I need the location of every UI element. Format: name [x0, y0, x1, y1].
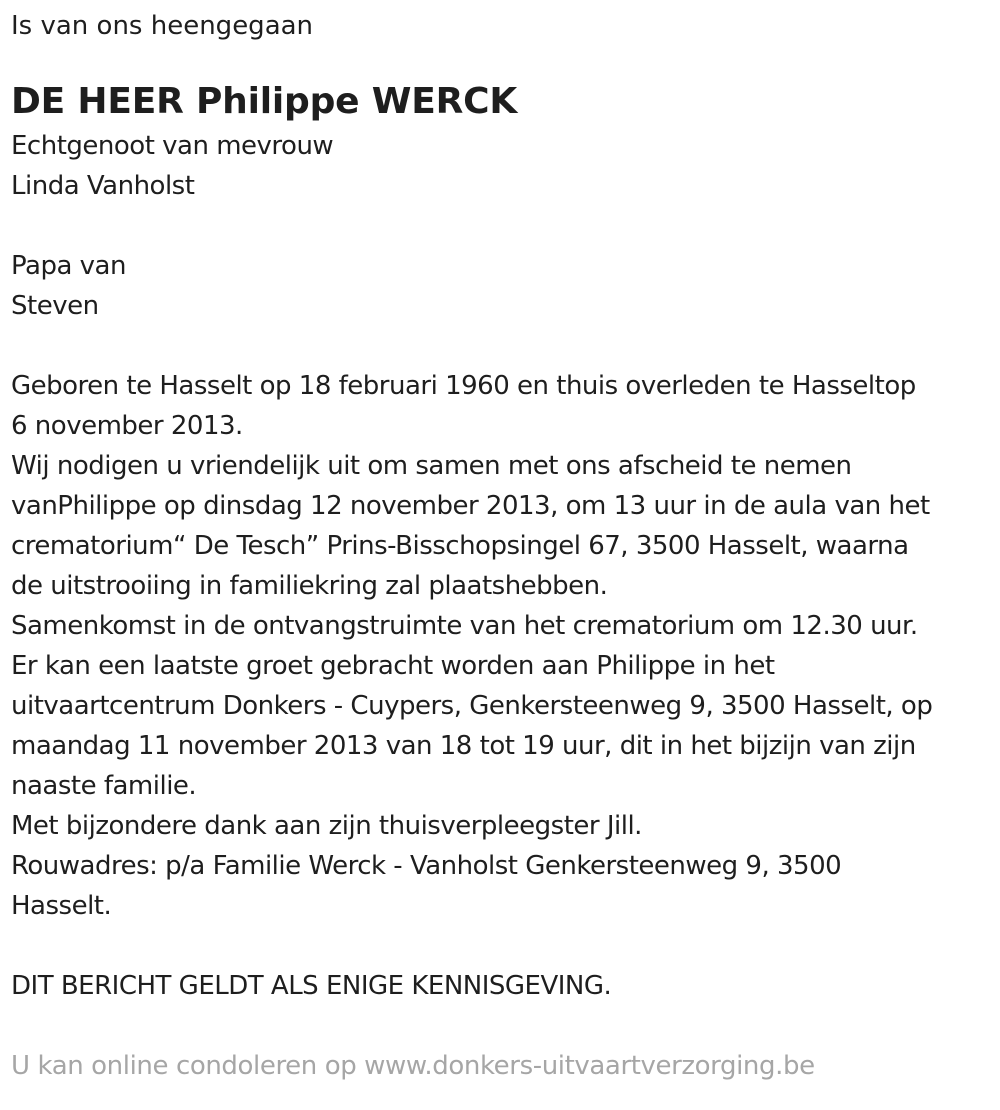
- body-line: naaste familie.: [11, 771, 197, 801]
- closing-statement: [11, 966, 989, 1006]
- body-line: Hasselt.: [11, 891, 112, 921]
- body-line: de uitstrooiing in familiekring zal plaatshebben.: [11, 571, 608, 601]
- intro-text: Is van ons heengegaan: [11, 11, 314, 41]
- body-line: vanPhilippe op dinsdag 12 november 2013, om 13 uur in de aula van het: [11, 491, 930, 521]
- spouse-line-1: Echtgenoot van mevrouw: [11, 131, 334, 161]
- body-line: Met bijzondere dank aan zijn thuisverpleegster Jill.: [11, 811, 642, 841]
- body-line: Samenkomst in de ontvangstruimte van het crematorium om 12.30 uur.: [11, 611, 918, 641]
- body-line: uitvaartcentrum Donkers - Cuypers, Genkersteenweg 9, 3500 Hasselt, op: [11, 691, 933, 721]
- condolence-link-text: U kan online condoleren op www.donkers-uitvaartverzorging.be: [11, 1051, 815, 1081]
- children-section: [11, 246, 989, 326]
- body-line: 6 november 2013.: [11, 411, 243, 441]
- body-line: maandag 11 november 2013 van 18 tot 19 uur, dit in het bijzijn van zijn: [11, 731, 916, 761]
- spouse-line-2: Linda Vanholst: [11, 171, 195, 201]
- body-line: Er kan een laatste groet gebracht worden aan Philippe in het: [11, 651, 775, 681]
- body-line: Wij nodigen u vriendelijk uit om samen met ons afscheid te nemen: [11, 451, 852, 481]
- body-line: Geboren te Hasselt op 18 februari 1960 en thuis overleden te Hasseltop: [11, 371, 916, 401]
- spacer: [11, 926, 989, 966]
- deceased-name: DE HEER Philippe WERCK: [11, 81, 518, 122]
- children-line-2: Steven: [11, 291, 99, 321]
- spacer: [11, 206, 989, 246]
- closing-line: DIT BERICHT GELDT ALS ENIGE KENNISGEVING.: [11, 971, 612, 1001]
- spacer: [11, 326, 989, 366]
- notice-body: [11, 366, 989, 926]
- body-line: Rouwadres: p/a Familie Werck - Vanholst Genkersteenweg 9, 3500: [11, 851, 842, 881]
- spouse-section: [11, 126, 989, 206]
- body-line: crematorium“ De Tesch” Prins-Bisschopsingel 67, 3500 Hasselt, waarna: [11, 531, 909, 561]
- children-line-1: Papa van: [11, 251, 126, 281]
